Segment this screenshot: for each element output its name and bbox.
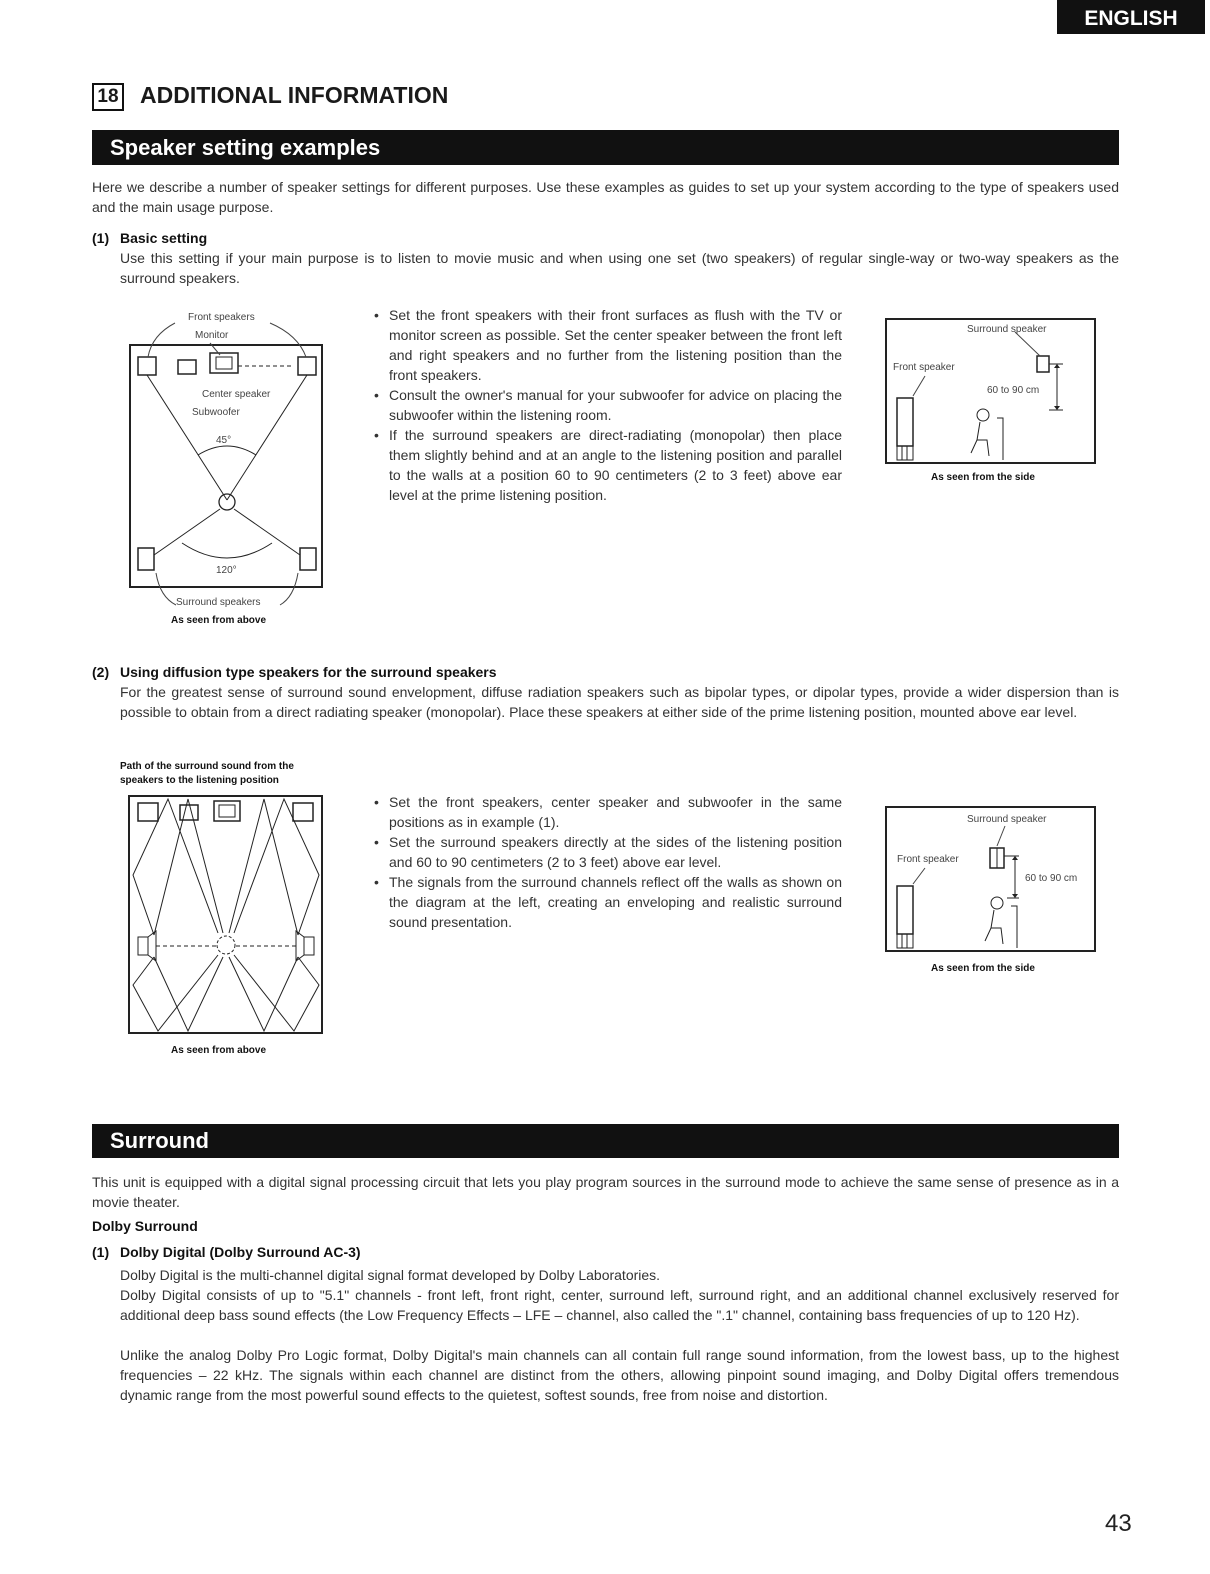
dolby-digital-p1: Dolby Digital is the multi-channel digital signal format developed by Dolby Laboratories. — [120, 1267, 661, 1283]
basic-bullets — [372, 305, 842, 505]
basic-setting-heading: (1) Basic setting — [92, 230, 208, 246]
svg-text:Surround speaker: Surround speaker — [967, 814, 1047, 825]
list-item: • Set the surround speakers directly at the sides of the listening position and 60 to 90 centimeters (2 to 3 feet) above ear level. — [372, 832, 842, 872]
svg-text:Front speaker: Front speaker — [897, 854, 959, 865]
svg-text:120°: 120° — [216, 565, 237, 576]
diffusion-heading: (2) Using diffusion type speakers for the surround speakers — [92, 664, 497, 680]
svg-text:Subwoofer: Subwoofer — [192, 407, 240, 418]
list-item: • Consult the owner's manual for your subwoofer for advice on placing the subwoofer within the listening room. — [372, 385, 842, 425]
diffusion-bullets — [372, 792, 842, 932]
svg-text:60 to 90 cm: 60 to 90 cm — [987, 385, 1040, 396]
list-item: • Set the front speakers, center speaker and subwoofer in the same positions as in example (1). — [372, 792, 842, 832]
basic-top-diagram — [120, 305, 335, 630]
basic-top-caption: As seen from above — [171, 615, 267, 626]
svg-text:60 to 90 cm: 60 to 90 cm — [1025, 873, 1078, 884]
basic-side-diagram — [885, 318, 1097, 468]
front-left-speaker — [138, 357, 156, 375]
basic-setting-text: Use this setting if your main purpose is to listen to movie music and when using one set (two speakers) of regular single-way or two-way speakers as the surround speakers. — [120, 250, 1119, 286]
diffusion-top-diagram — [128, 795, 324, 1035]
basic-side-caption: As seen from the side — [931, 472, 1035, 483]
svg-text:Front speakers: Front speakers — [188, 312, 255, 323]
diffusion-path-label: Path of the surround sound from the speakers to the listening position — [120, 761, 294, 786]
surround-speaker — [1037, 356, 1049, 372]
dolby-digital-p3: Unlike the analog Dolby Pro Logic format, Dolby Digital's main channels can all contain full range sound information, from the lowest bass, up to the highest frequencies – 22 kHz. The signals within each channel are distinct from the others, allowing pinpoint sound imaging, and Dolby Digital offers tremendous dynamic range from the most powerful sound effects to the quietest, softest sounds, free from noise and distortion. — [120, 1347, 1119, 1403]
listener — [219, 494, 235, 510]
surround-right-speaker — [300, 548, 316, 570]
diffusion-top-caption: As seen from above — [171, 1045, 267, 1056]
center-speaker — [178, 360, 196, 374]
section-title: ADDITIONAL INFORMATION — [140, 82, 449, 108]
list-item: • The signals from the surround channels reflect off the walls as shown on the diagram at the left, creating an enveloping and realistic surround sound presentation. — [372, 872, 842, 932]
speaker-examples-intro: Here we describe a number of speaker settings for different purposes. Use these examples as guides to set up your system according to the type of speakers used and the main usage purpose. — [92, 179, 1119, 215]
svg-text:45°: 45° — [216, 435, 232, 446]
list-item: • Set the front speakers with their front surfaces as flush with the TV or monitor screen as possible. Set the center speaker between the front left and right speakers and no further from the listening position than the front speakers. — [372, 305, 842, 385]
front-right-speaker — [298, 357, 316, 375]
diffusion-side-caption: As seen from the side — [931, 963, 1035, 974]
surround-left-speaker — [138, 548, 154, 570]
monitor — [210, 353, 238, 373]
dolby-digital-heading: (1) Dolby Digital (Dolby Surround AC-3) — [92, 1244, 361, 1260]
svg-text:Monitor: Monitor — [195, 330, 229, 341]
diffusion-side-diagram — [885, 806, 1097, 956]
svg-text:Center speaker: Center speaker — [202, 389, 271, 400]
surround-bar: Surround — [92, 1124, 1119, 1158]
svg-text:Front speaker: Front speaker — [893, 362, 955, 373]
front-speaker — [897, 398, 913, 446]
svg-text:Surround speakers: Surround speakers — [176, 597, 261, 608]
diffusion-text: For the greatest sense of surround sound envelopment, diffuse radiation speakers such as bipolar types, or dipolar types, provide a wider dispersion than is possible to obtain from a direct radiating speaker (monopolar). Place these speakers at either side of the prime listening position, mounted above ear level. — [120, 684, 1119, 720]
dolby-digital-p2: Dolby Digital consists of up to "5.1" channels - front left, front right, center, surround left, surround right, and an additional channel exclusively reserved for additional deep bass sound effects (the Low Frequency Effects – LFE – channel, also called the ".1" channel, containing bass frequencies of up to 120 Hz). — [120, 1287, 1119, 1323]
list-item: • If the surround speakers are direct-radiating (monopolar) then place them slightly behind and at an angle to the listening position and parallel to the walls at a position 60 to 90 centimeters (2 to 3 feet) above ear level at the prime listening position. — [372, 425, 842, 505]
speaker-examples-bar: Speaker setting examples — [92, 130, 1119, 165]
section-number: 18 — [92, 83, 124, 111]
dolby-surround-heading: Dolby Surround — [92, 1218, 198, 1234]
language-tab: ENGLISH — [1057, 0, 1205, 34]
surround-intro: This unit is equipped with a digital signal processing circuit that lets you play program sources in the surround mode to achieve the same sense of presence as in a movie theater. — [92, 1174, 1119, 1210]
svg-text:Surround speaker: Surround speaker — [967, 324, 1047, 335]
page-number: 43 — [1105, 1510, 1132, 1537]
